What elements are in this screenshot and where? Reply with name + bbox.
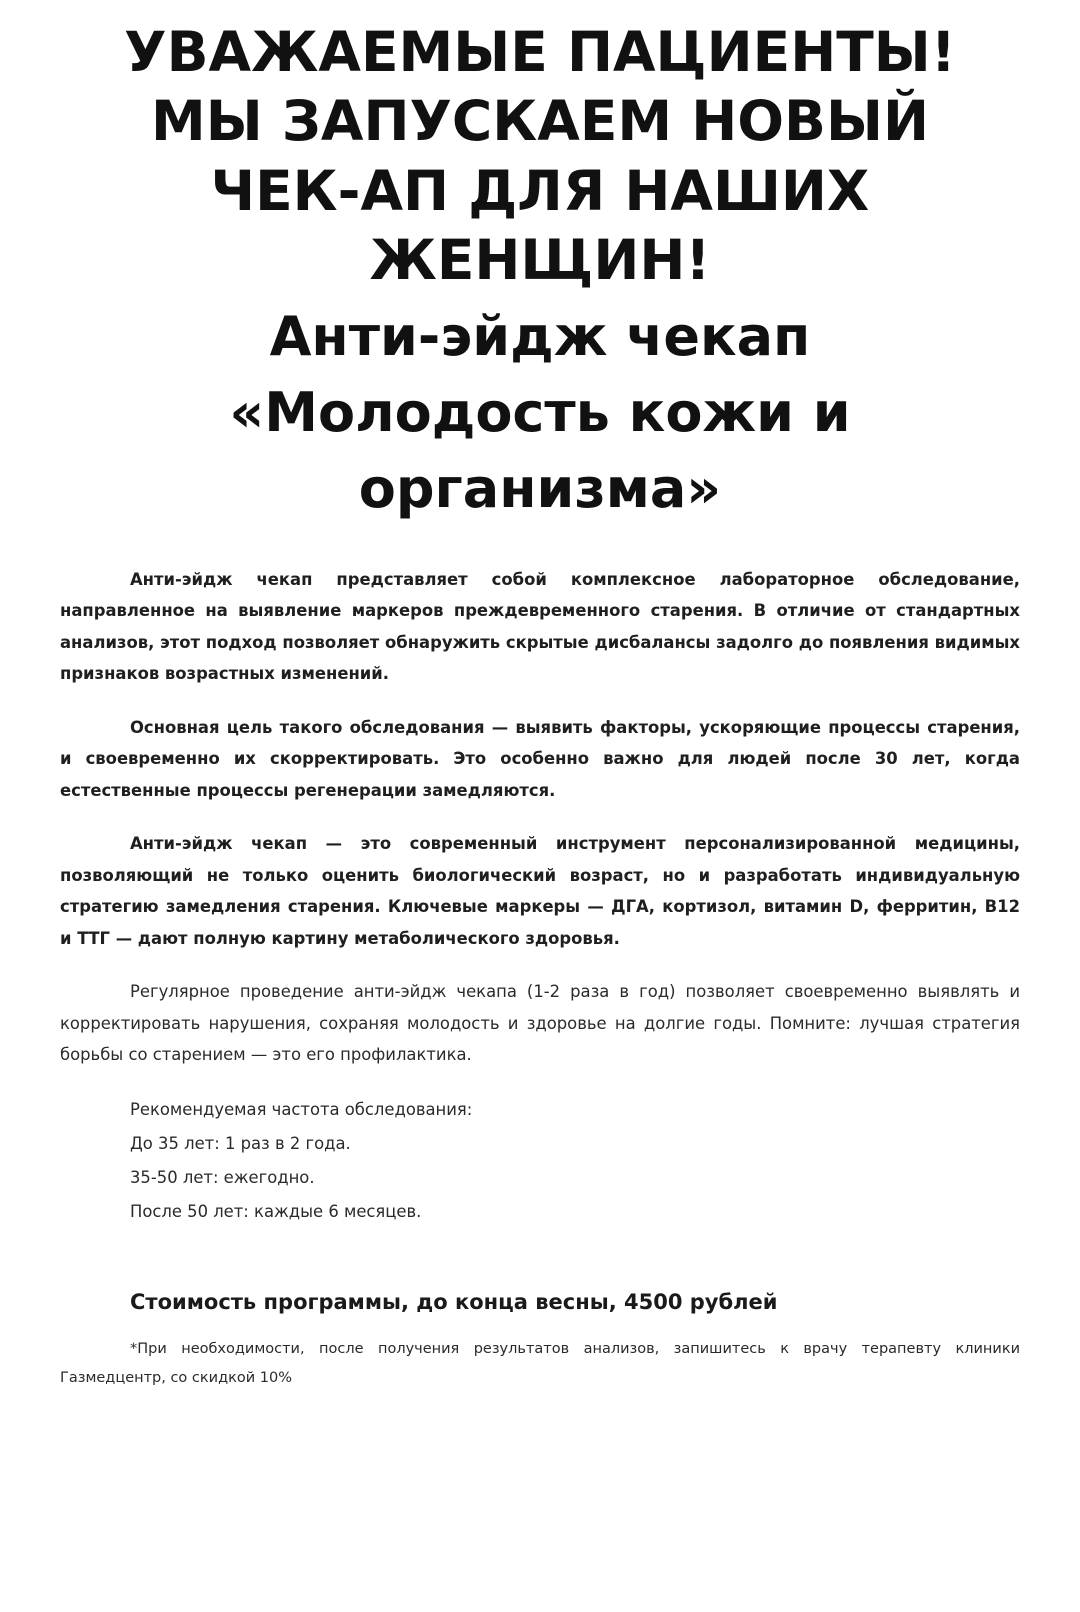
headline-line: ЧЕК-АП ДЛЯ НАШИХ bbox=[210, 158, 870, 223]
frequency-item: До 35 лет: 1 раз в 2 года. bbox=[130, 1133, 351, 1153]
paragraph-markers: Анти-эйдж чекап — это современный инструмент персонализированной медицины, позволяющий не только оценить биологический возраст, но и разработать индивидуальную стратегию замедления старения. Ключевые маркеры — ДГА, кортизол, витамин D, ферритин, B12 и ТТГ — дают полную картину метаболического здоровья. bbox=[60, 834, 1020, 948]
paragraph-intro: Анти-эйдж чекап представляет собой комплексное лабораторное обследование, направленное на выявление маркеров преждевременного старения. В отличие от стандартных анализов, этот подход позволяет обнаружить скрытые дисбалансы задолго до появления видимых признаков возрастных изменений. bbox=[60, 569, 1020, 684]
frequency-item: После 50 лет: каждые 6 месяцев. bbox=[130, 1201, 422, 1221]
footnote: *При необходимости, после получения результатов анализов, запишитесь к врачу терапевту клиники Газмедцентр, со скидкой 10% bbox=[60, 1340, 1020, 1386]
program-title bbox=[60, 299, 1020, 527]
paragraph-regularity: Регулярное проведение анти-эйдж чекапа (1-2 раза в год) позволяет своевременно выявлять и корректировать нарушения, сохраняя молодость и здоровье на долгие годы. Помните: лучшая стратегия борьбы со старением — это его профилактика. bbox=[60, 982, 1020, 1065]
program-price: Стоимость программы, до конца весны, 4500 рублей bbox=[130, 1289, 778, 1314]
paragraph-goal: Основная цель такого обследования — выявить факторы, ускоряющие процессы старения, и своевременно их скорректировать. Это особенно важно для людей после 30 лет, когда естественные процессы регенерации замедляются. bbox=[60, 717, 1020, 800]
headline-line: МЫ ЗАПУСКАЕМ НОВЫЙ bbox=[150, 89, 929, 154]
frequency-title: Рекомендуемая частота обследования: bbox=[130, 1099, 473, 1119]
program-title-line: «Молодость кожи и bbox=[229, 381, 851, 445]
headline-line: УВАЖАЕМЫЕ ПАЦИЕНТЫ! bbox=[124, 20, 956, 84]
frequency-list bbox=[130, 1093, 1020, 1229]
program-title-line: организма» bbox=[358, 457, 722, 521]
frequency-item: 35-50 лет: ежегодно. bbox=[130, 1167, 315, 1187]
headline-line: ЖЕНЩИН! bbox=[369, 227, 711, 292]
program-title-line: Анти-эйдж чекап bbox=[269, 305, 811, 369]
description-body bbox=[60, 564, 1020, 1393]
announcement-headline bbox=[60, 18, 1020, 295]
